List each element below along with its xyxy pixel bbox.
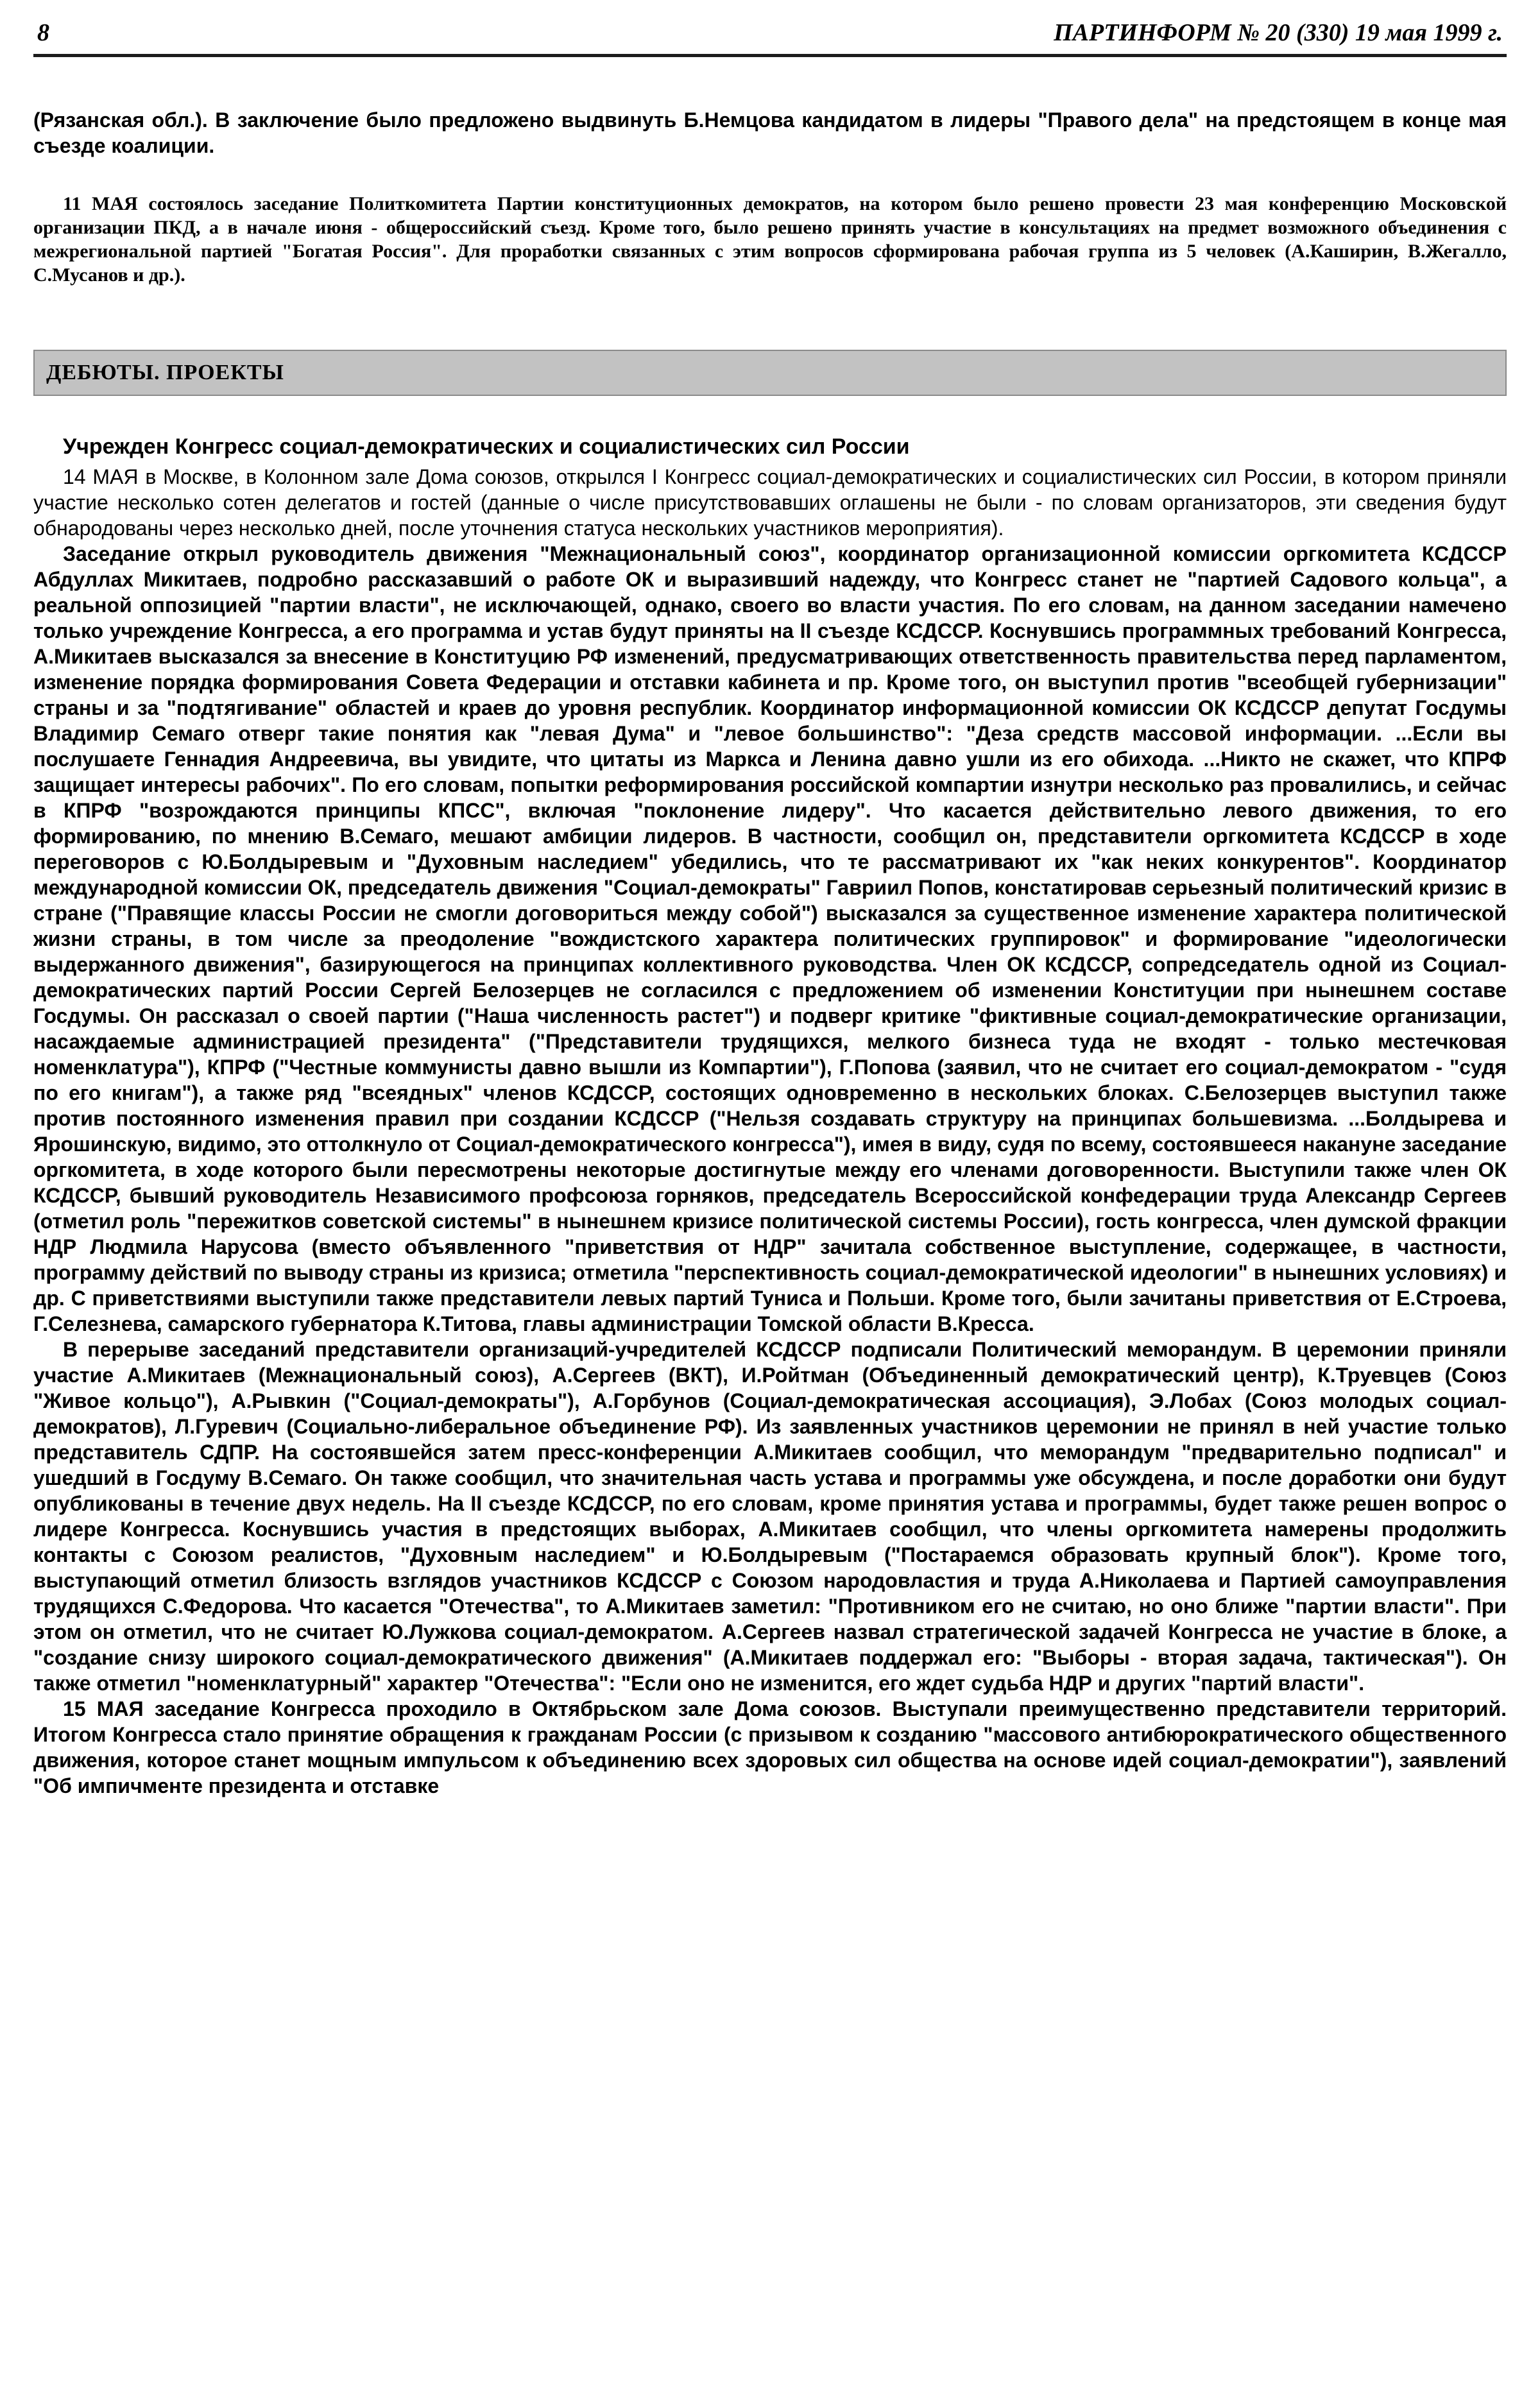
- continuation-paragraph: (Рязанская обл.). В заключение было предложено выдвинуть Б.Немцова кандидатом в лидеры "Правого дела" на предстоящем в конце мая съезде коалиции.: [33, 108, 1507, 157]
- article-paragraph: Заседание открыл руководитель движения "Межнациональный союз", координатор организационной комиссии оргкомитета КСДССР Абдуллах Микитаев, подробно рассказавший о работе ОК и выразивший надежду, что Конгресс станет не "партией Садового кольца", а реальной оппозицией "партии власти", не исключающей, однако, своего во власти участия. По его словам, на данном заседании намечено только учреждение Конгресса, а его программа и устав будут приняты на II съезде КСДССР. Коснувшись программных требований Конгресса, А.Микитаев высказался за внесение в Конституцию РФ изменений, предусматривающих ответственность правительства перед парламентом, изменение порядка формирования Совета Федерации и отставки кабинета и пр. Кроме того, он выступил против "всеобщей губернизации" страны и за "подтягивание" областей и краев до уровня республик. Координатор информационной комиссии ОК КСДССР депутат Госдумы Владимир Семаго отверг такие понятия как "левая Дума" и "левое большинство": "Деза средств массовой информации. ...Если вы послушаете Геннадия Андреевича, вы увидите, что цитаты из Маркса и Ленина давно ушли из его обихода. ...Никто не скажет, что КПРФ защищает интересы рабочих". По его словам, попытки реформирования российской компартии изнутри несколько раз провалились, и сейчас в КПРФ "возрождаются принципы КПСС", включая "поклонение лидеру". Что касается действительно левого движения, то его формированию, по мнению В.Семаго, мешают амбиции лидеров. В частности, сообщил он, представители оргкомитета КСДССР в ходе переговоров с Ю.Болдыревым и "Духовным наследием" убедились, что те рассматривают их "как неких конкурентов". Координатор международной комиссии ОК, председатель движения "Социал-демократы" Гавриил Попов, констатировав серьезный политический кризис в стране ("Правящие классы России не смогли договориться между собой") высказался за существенное изменение характера политической жизни страны, в том числе за преодоление "вождистского характера политических группировок" и формирование "идеологически выдержанного движения", базирующегося на принципах коллективного руководства. Член ОК КСДССР, сопредседатель одной из Социал-демократических партий России Сергей Белозерцев не согласился с предложением об изменении Конституции при нынешнем составе Госдумы. Он рассказал о своей партии ("Наша численность растет") и подверг критике "фиктивные социал-демократические организации, насаждаемые администрацией президента" ("Представители трудящихся, мелкого бизнеса туда не входят - только местечковая номенклатура"), КПРФ ("Честные коммунисты давно вышли из Компартии"), Г.Попова (заявил, что не считает его социал-демократом - "судя по его книгам"), а также ряд "всеядных" членов КСДССР, состоящих одновременно в нескольких блоках. С.Белозерцев выступил также против постоянного изменения правил при создании КСДССР ("Нельзя создавать структуру на принципах большевизма. ...Болдырева и Ярошинскую, видимо, это оттолкнуло от Социал-демократического конгресса"), имея в виду, судя по всему, состоявшееся накануне заседание оргкомитета, в ходе которого были пересмотрены некоторые достигнутые между его членами договоренности. Выступили также член ОК КСДССР, бывший руководитель Независимого профсоюза горняков, председатель Всероссийской конфедерации труда Александр Сергеев (отметил роль "пережитков советской системы" в нынешнем кризисе политической системы России), гость конгресса, член думской фракции НДР Людмила Нарусова (вместо объявленного "приветствия от НДР" зачитала собственное выступление, содержащее, в частности, программу действий по выводу страны из кризиса; отметила "перспективность социал-демократической идеологии" в нынешних условиях) и др. С приветствиями выступили также представители левых партий Туниса и Польши. Кроме того, были зачитаны приветствия от Е.Строева, Г.Селезнева, самарского губернатора К.Титова, главы администрации Томской области В.Кресса.: [33, 542, 1507, 1335]
- section-header-bar: [33, 350, 1507, 396]
- article-paragraph: 15 МАЯ заседание Конгресса проходило в Октябрьском зале Дома союзов. Выступали преимущественно представители территорий. Итогом Конгресса стало принятие обращения к гражданам России (с призывом к созданию "массового антибюрократического общественного движения, которое станет мощным импульсом к объединению всех здоровых сил общества на основе идей социал-демократии"), заявлений "Об импичменте президента и отставке: [33, 1697, 1507, 1797]
- issue-title: ПАРТИНФОРМ № 20 (330) 19 мая 1999 г.: [1054, 19, 1503, 46]
- page-header: [33, 17, 1507, 57]
- article-paragraph: 14 МАЯ в Москве, в Колонном зале Дома союзов, открылся I Конгресс социал-демократических и социалистических сил России, в котором приняли участие несколько сотен делегатов и гостей (данные о числе присутствовавших оглашены не были - по словам организаторов, эти сведения будут обнародованы через несколько дней, после уточнения статуса нескольких участников мероприятия).: [33, 465, 1507, 540]
- news-item-paragraph: 11 МАЯ состоялось заседание Политкомитета Партии конституционных демократов, на котором было решено провести 23 мая конференцию Московской организации ПКД, а в начале июня - общероссийский съезд. Кроме того, было решено принять участие в консультациях на предмет возможного объединения с межрегиональной партией "Богатая Россия". Для проработки связанных с этим вопросов сформирована рабочая группа из 5 человек (А.Каширин, В.Жегалло, С.Мусанов и др.).: [33, 193, 1507, 286]
- article-paragraph: В перерыве заседаний представители организаций-учредителей КСДССР подписали Политический меморандум. В церемонии приняли участие А.Микитаев (Межнациональный союз), А.Сергеев (ВКТ), И.Ройтман (Объединенный демократический центр), К.Труевцев (Союз "Живое кольцо"), А.Рывкин ("Социал-демократы"), А.Горбунов (Социал-демократическая ассоциация), Э.Лобах (Союз молодых социал-демократов), Л.Гуревич (Социально-либеральное объединение РФ). Из заявленных участников церемонии не принял в ней участие только представитель СДПР. На состоявшейся затем пресс-конференции А.Микитаев сообщил, что меморандум "предварительно подписал" и ушедший в Госдуму В.Семаго. Он также сообщил, что значительная часть устава и программы уже обсуждена, и после доработки они будут опубликованы в течение двух недель. На II съезде КСДССР, по его словам, кроме принятия устава и программы, будет также решен вопрос о лидере Конгресса. Коснувшись участия в предстоящих выборах, А.Микитаев сообщил, что члены оргкомитета намерены продолжить контакты с Союзом реалистов, "Духовным наследием" и Ю.Болдыревым ("Постараемся образовать крупный блок"). Кроме того, выступающий отметил близость взглядов участников КСДССР с Союзом народовластия и труда А.Николаева и Партией самоуправления трудящихся С.Федорова. Что касается "Отечества", то А.Микитаев заметил: "Противником его не считаю, но оно ближе "партии власти". При этом он отметил, что не считает Ю.Лужкова социал-демократом. А.Сергеев назвал стратегической задачей Конгресса не участие в блоке, а "создание снизу широкого социал-демократического движения" (А.Микитаев поддержал его: "Выборы - вторая задача, тактическая"). Он также отметил "номенклатурный" характер "Отечества": "Если оно не изменится, его ждет судьба НДР и других "партий власти".: [33, 1338, 1507, 1695]
- article-title: Учрежден Конгресс социал-демократических и социалистических сил России: [63, 434, 910, 459]
- page-number: 8: [37, 19, 49, 46]
- section-title: ДЕБЮТЫ. ПРОЕКТЫ: [46, 361, 284, 384]
